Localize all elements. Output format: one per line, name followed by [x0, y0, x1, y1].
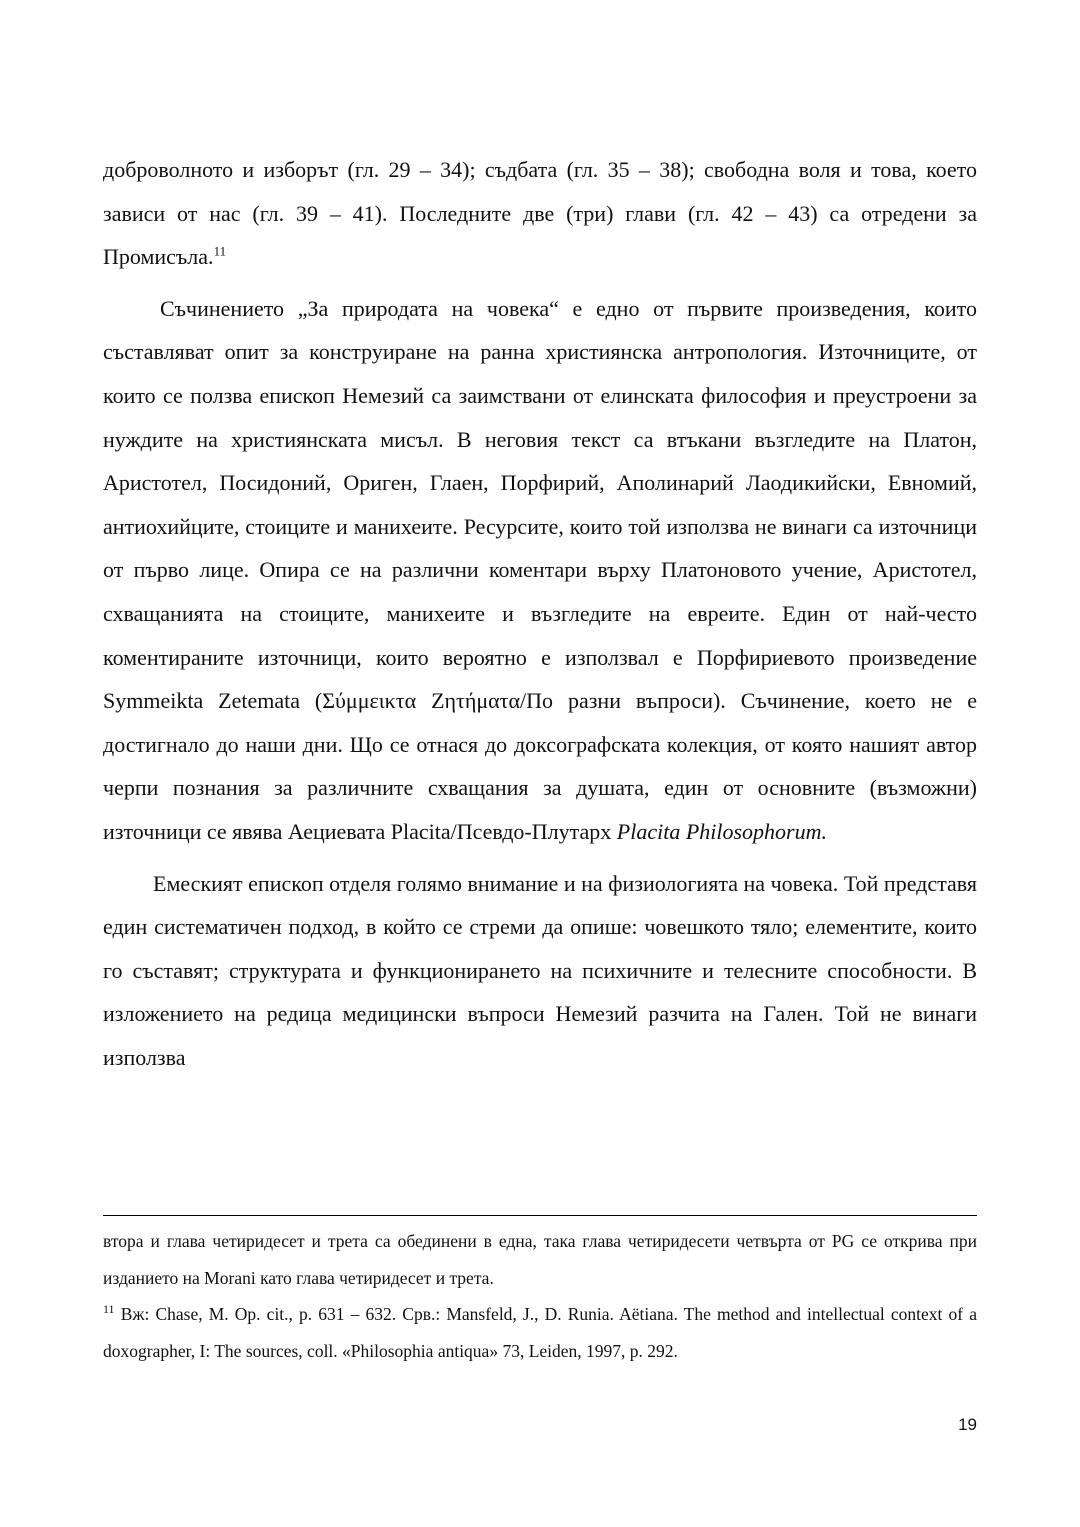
page-number: 19: [958, 1415, 977, 1434]
paragraph-3: [103, 862, 977, 1080]
paragraph-3-text: Емеският епископ отделя голямо внимание и на физиологията на човека. Той представя един систематичен подход, в който се стреми да опише: човешкото тяло; елементите, които го съставят; структурата и функционирането на психичните и телесните способности. В изложението на редица медицински въпроси Немезий разчита на Гален. Той не винаги използва: [103, 870, 977, 1070]
paragraph-1-text: доброволното и изборът (гл. 29 – 34); съдбата (гл. 35 – 38); свободна воля и това, което зависи от нас (гл. 39 – 41). Последните две (три) глави (гл. 42 – 43) са отредени за Промисъла.: [103, 157, 977, 270]
paragraph-2-text: Съчинението „За природата на човека“ е едно от първите произведения, които съставляват опит за конструиране на ранна християнска антропология. Източниците, от които се ползва епископ Немезий са заимствани от елинската философия и преустроени за нуждите на християнската мисъл. В неговия текст са втъкани възгледите на Платон, Аристотел, Посидоний, Ориген, Глаен, Порфирий, Аполинарий Лаодикийски, Евномий, антиохийците, стоиците и манихеите. Ресурсите, които той използва не винаги са източници от първо лице. Опира се на различни коментари върху Платоновото учение, Аристотел, схващанията на стоиците, манихеите и възгледите на евреите. Един от най-често коментираните източници, които вероятно е използвал е Порфириевото произведение Symmeikta Zetemata (Σύμμεικτα Ζητήματα/По разни въпроси). Съчинение, което не е достигнало до наши дни. Що се отнася до доксографската колекция, от която нашият автор черпи познания за различните схващания за душата, един от основните (възможни) източници се явява Аециевата Placita/Псевдо-Плутарх: [103, 295, 977, 844]
paragraph-1: [103, 148, 977, 279]
footnotes: [103, 1223, 977, 1369]
footnote-11-text: Вж: Chase, M. Op. cit., p. 631 – 632. Срв.: Mansfeld, J., D. Runia. Aëtiana. The method and intellectual context of a doxographer, I: The sources, coll. «Philosophia antiqua» 73, Leiden, 1997, p. 292.: [103, 1304, 978, 1361]
paragraph-2-italic-title: Placita Philosophorum.: [616, 818, 827, 844]
footnote-11-number: 11: [103, 1302, 115, 1317]
footnote-ref-11[interactable]: 11: [213, 243, 227, 259]
paragraph-2: [103, 287, 977, 854]
footnote-separator: [103, 1215, 977, 1216]
main-text: [103, 148, 977, 1079]
footnote-continued: втора и глава четиридесет и трета са обединени в една, така глава четиридесети четвърта от PG се открива при изданието на Morani като глава четиридесет и трета.: [103, 1231, 977, 1288]
footnote-11: [103, 1296, 977, 1369]
